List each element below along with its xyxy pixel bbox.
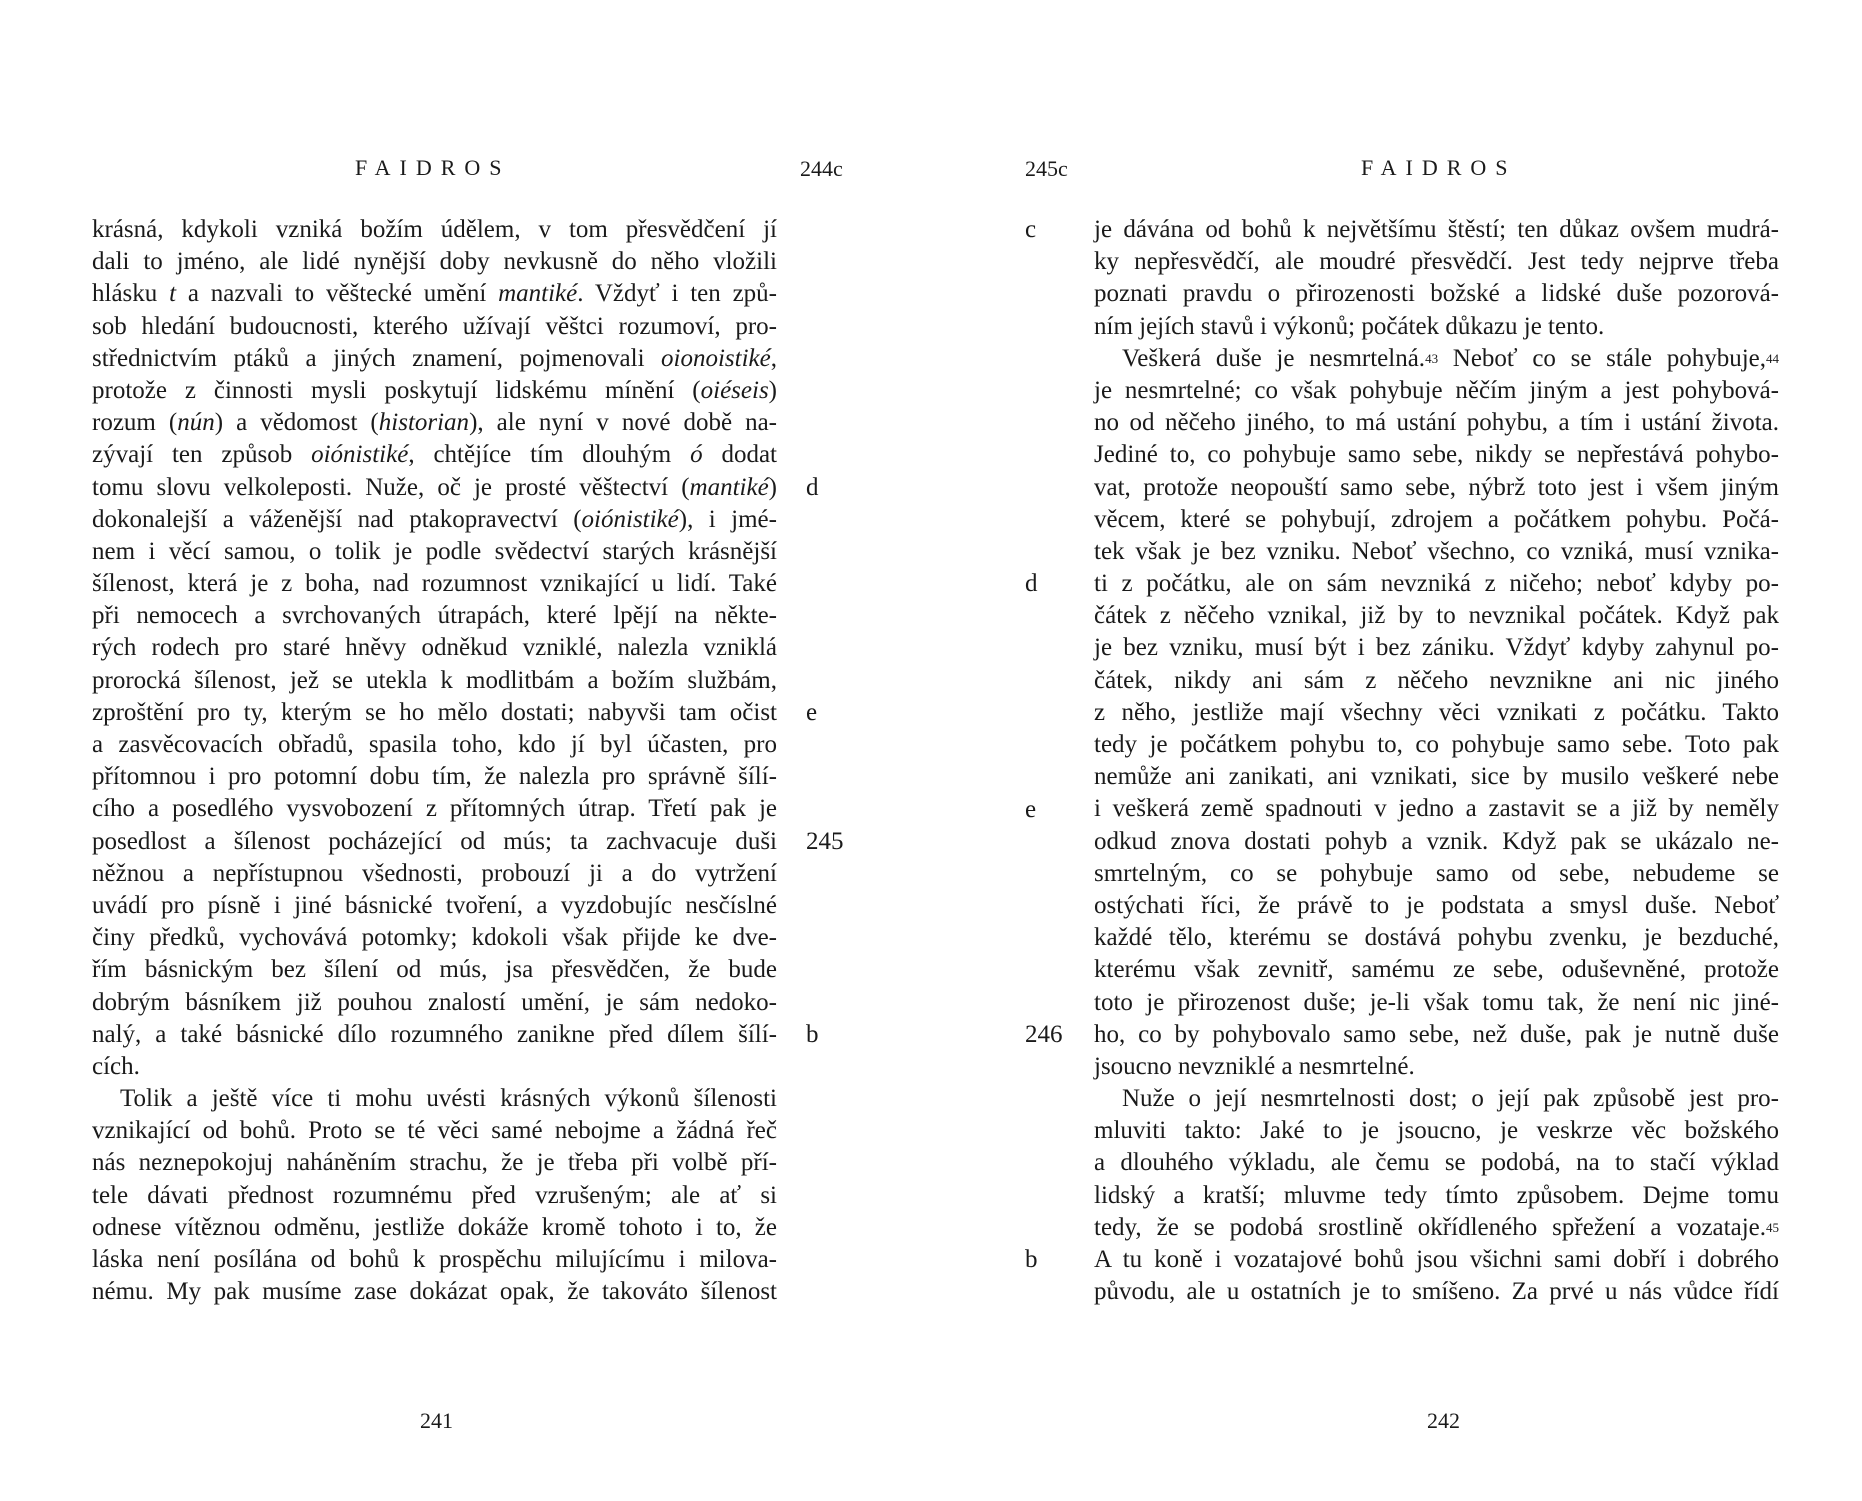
text-line: [92, 375, 777, 407]
text-line: [1094, 729, 1779, 761]
body-text: [92, 214, 777, 1308]
text-line: [92, 246, 777, 278]
text-segment: uvádí pro písně i jiné básnické tvoření, a vyzdobujíc nesčíslné: [92, 891, 777, 919]
text-line: [92, 858, 777, 890]
text-segment: něžnou a nepřístupnou všednosti, probouzí ji a do vytržení: [92, 859, 777, 887]
text-segment: je nesmrtelné; co však pohybuje něčím jiným a jest pohybová-: [1094, 376, 1779, 404]
text-segment: sob hledání budoucnosti, kterého užívají věštci rozumoví, pro-: [92, 312, 777, 340]
text-segment: tele dávati přednost rozumnému před vzrušeným; ale ať si: [92, 1181, 777, 1209]
text-line: [92, 439, 777, 471]
text-line: [92, 311, 777, 343]
text-line: [92, 632, 777, 664]
text-segment: ním jejích stavů i výkonů; počátek důkazu je tento.: [1094, 312, 1605, 340]
text-segment: dobrým básníkem již pouhou znalostí umění, je sám nedoko-: [92, 988, 777, 1016]
margin-section-mark: d: [1025, 570, 1038, 598]
text-segment: Jediné to, co pohybuje samo sebe, nikdy se nepřestává pohybo-: [1094, 441, 1779, 469]
text-segment: tedy je počátkem pohybu to, co pohybuje samo sebe. Toto pak: [1094, 731, 1779, 758]
text-line: [1094, 1019, 1779, 1051]
text-line: [1094, 536, 1779, 568]
text-segment: ostýchati říci, že právě to je podstata a smysl duše. Neboť: [1094, 891, 1779, 919]
text-segment: Neboť co se stále pohybuje,: [1438, 344, 1766, 372]
text-line: [1094, 214, 1779, 246]
text-segment: kterému však zevnitř, samému ze sebe, oduševněné, protože: [1094, 956, 1779, 984]
page-number: 241: [420, 1408, 453, 1433]
text-segment: zývají ten způsob: [92, 441, 312, 469]
text-segment: ho, co by pohybovalo samo sebe, než duše, pak je nutně duše: [1094, 1020, 1779, 1048]
text-segment: ti z počátku, ale on sám nevzniká z ničeho; neboť kdyby po-: [1094, 570, 1779, 598]
text-line: [1094, 858, 1779, 890]
text-segment: toto je přirozenost duše; je-li však tomu tak, že není nic jiné-: [1094, 988, 1779, 1016]
text-segment: a dlouhého výkladu, ale čemu se podobá, na to stačí výklad: [1094, 1149, 1779, 1177]
text-segment: protože z činnosti mysli poskytují lidskému mínění (: [92, 376, 701, 404]
text-line: [1094, 632, 1779, 664]
body-text: [1094, 214, 1779, 1308]
margin-section-mark: c: [1025, 216, 1037, 243]
text-segment: ), i jmé-: [678, 505, 777, 533]
text-line: [92, 1212, 777, 1244]
text-line: [92, 504, 777, 536]
text-line: [1094, 1212, 1779, 1244]
stephanus-number: 244c: [800, 156, 843, 181]
text-segment: šílenost, která je z boha, nad rozumnost vznikající u lidí. Také: [92, 570, 777, 598]
text-line: [1094, 311, 1779, 343]
text-line: [92, 407, 777, 439]
text-line: [92, 1147, 777, 1179]
text-line: [1094, 1244, 1779, 1276]
text-segment: střednictvím ptáků a jiných znamení, pojmenovali: [92, 344, 662, 372]
text-line: [1094, 793, 1779, 825]
text-line: [1094, 1051, 1779, 1083]
text-segment: je bez vzniku, musí být i bez zániku. Vždyť kdyby zahynul po-: [1094, 634, 1779, 662]
text-segment: řím básnickým bez šílení od mús, jsa přesvědčen, že bude: [92, 956, 777, 984]
text-segment: ky nepřesvědčí, ale moudré přesvědčí. Jest tedy nejprve třeba: [1094, 248, 1779, 276]
text-line: [1094, 246, 1779, 278]
text-line: [92, 697, 777, 729]
text-segment: tek však je bez vzniku. Neboť všechno, co vzniká, musí vznika-: [1094, 537, 1779, 565]
text-line: [1094, 439, 1779, 471]
text-line: [1094, 1083, 1779, 1115]
text-segment: hlásku: [92, 280, 170, 308]
footnote-ref: 44: [1766, 350, 1779, 366]
text-segment: nému. My pak musíme zase dokázat opak, že takováto šílenost: [92, 1278, 777, 1306]
page-number: 242: [1427, 1408, 1460, 1433]
text-segment: dodat: [702, 441, 778, 469]
greek-term: oionoistiké: [661, 344, 771, 372]
text-line: [92, 536, 777, 568]
margin-section-mark: 246: [1025, 1021, 1063, 1048]
text-line: [1094, 890, 1779, 922]
margin-section-mark: b: [1025, 1246, 1038, 1274]
text-segment: jsoucno nevzniklé a nesmrtelné.: [1094, 1052, 1415, 1080]
text-line: [92, 1051, 777, 1083]
text-segment: láska není posílána od bohů k prospěchu milujícímu i milova-: [92, 1246, 777, 1273]
text-segment: při nemocech a svrchovaných útrapách, které lpějí na někte-: [92, 602, 777, 630]
text-segment: prorocká šílenost, jež se utekla k modlitbám a božím službám,: [92, 666, 777, 694]
text-line: [1094, 600, 1779, 632]
text-line: [92, 600, 777, 632]
text-segment: vat, protože neopouští samo sebe, nýbrž toto jest i všem jiným: [1094, 473, 1779, 501]
text-line: [1094, 697, 1779, 729]
text-segment: každé tělo, kterému se dostává pohybu zvenku, je bezduché,: [1094, 924, 1779, 952]
text-line: [1094, 1115, 1779, 1147]
text-line: [92, 1244, 777, 1276]
text-line: [92, 793, 777, 825]
text-segment: zproštění pro ty, kterým se ho mělo dostati; nabyvši tam očist: [92, 698, 777, 726]
stephanus-number: 245c: [1025, 156, 1068, 181]
text-line: [92, 1019, 777, 1051]
text-segment: dali to jméno, ale lidé nynější doby nevkusně do něho vložili: [92, 248, 777, 276]
text-segment: odkud znova dostati pohyb a vznik. Když pak se ukázalo ne-: [1094, 827, 1779, 855]
margin-section-mark: 245: [806, 827, 844, 855]
text-line: [92, 729, 777, 761]
text-line: [92, 954, 777, 986]
text-segment: ): [768, 376, 777, 404]
text-segment: smrtelným, co se pohybuje samo od sebe, nebudeme se: [1094, 859, 1779, 887]
text-segment: rých rodech pro staré hněvy odněkud vzniklé, nalezla vzniklá: [92, 634, 777, 662]
text-segment: dokonalejší a váženější nad ptakopravectví (: [92, 505, 582, 533]
text-line: [1094, 343, 1779, 375]
text-segment: rozum (: [92, 409, 178, 437]
greek-term: historian: [378, 409, 470, 437]
text-segment: ): [768, 473, 777, 501]
text-line: [1094, 472, 1779, 504]
margin-section-mark: e: [1025, 795, 1037, 823]
greek-term: oiónistiké: [311, 441, 409, 469]
text-line: [92, 1083, 777, 1115]
text-line: [92, 1115, 777, 1147]
text-line: [1094, 1180, 1779, 1212]
text-line: [92, 665, 777, 697]
text-segment: . Vždyť i ten způ-: [577, 280, 777, 308]
margin-section-mark: d: [806, 473, 819, 501]
text-segment: i veškerá země spadnouti v jedno a zastavit se a již by neměly: [1094, 795, 1779, 823]
text-segment: Veškerá duše je nesmrtelná.: [1122, 344, 1426, 372]
text-segment: nemůže ani zanikati, ani vznikati, sice by musilo veškeré nebe: [1094, 763, 1779, 791]
text-line: [92, 761, 777, 793]
text-segment: z něho, jestliže mají všechny věci vznikati z počátku. Takto: [1094, 698, 1779, 726]
text-line: [1094, 504, 1779, 536]
text-line: [1094, 665, 1779, 697]
text-segment: nem i věcí samou, o tolik je podle svědectví starých krásnější: [92, 537, 777, 565]
text-line: [1094, 954, 1779, 986]
text-segment: čátek, nikdy ani sám z něčeho nevznikne ani nic jiného: [1094, 666, 1779, 694]
running-title: FAIDROS: [355, 155, 511, 180]
text-line: [1094, 922, 1779, 954]
greek-term: ó: [690, 441, 703, 469]
text-line: [92, 568, 777, 600]
text-line: [1094, 278, 1779, 310]
text-segment: věcem, které se pohybují, zdrojem a počátkem pohybu. Počá-: [1094, 505, 1779, 533]
greek-term: mantiké: [689, 473, 769, 501]
text-line: [1094, 375, 1779, 407]
text-segment: nás neznepokojuj naháněním strachu, že je třeba při volbě pří-: [92, 1149, 777, 1177]
text-line: [92, 922, 777, 954]
text-line: [1094, 568, 1779, 600]
text-segment: ) a vědomost (: [214, 409, 379, 437]
text-segment: nalý, a také básnické dílo rozumného zanikne před dílem šílí-: [92, 1020, 777, 1048]
text-segment: cích.: [92, 1052, 140, 1080]
text-segment: no od něčeho jiného, to má ustání pohybu, a tím i ustání života.: [1094, 409, 1779, 437]
text-segment: odnese vítěznou odměnu, jestliže dokáže kromě tohoto i to, že: [92, 1213, 777, 1241]
text-line: [92, 1276, 777, 1308]
text-segment: ,: [770, 344, 777, 372]
text-segment: je dávána od bohů k největšímu štěstí; ten důkaz ovšem mudrá-: [1094, 216, 1779, 243]
text-segment: přítomnou i pro potomní dobu tím, že nalezla pro správně šílí-: [92, 763, 777, 791]
text-segment: vznikající od bohů. Proto se té věci samé nebojme a žádná řeč: [92, 1117, 777, 1145]
greek-term: mantiké: [498, 280, 578, 308]
text-segment: čátek z něčeho vznikal, již by to nevznikal počátek. Když pak: [1094, 602, 1779, 630]
text-line: [92, 890, 777, 922]
text-line: [92, 472, 777, 504]
text-segment: mluviti takto: Jaké to je jsoucno, je veskrze věc božského: [1094, 1117, 1779, 1145]
text-segment: Tolik a ještě více ti mohu uvésti krásných výkonů šílenosti: [120, 1085, 777, 1113]
greek-term: oiéseis: [700, 376, 769, 404]
footnote-ref: 45: [1766, 1219, 1779, 1235]
text-line: [92, 826, 777, 858]
right-page: [931, 0, 1862, 1501]
text-segment: cího a posedlého vysvobození z přítomných útrap. Třetí pak je: [92, 795, 777, 823]
text-segment: Nuže o její nesmrtelnosti dost; o její pak způsobě jest pro-: [1122, 1085, 1779, 1113]
text-line: [92, 278, 777, 310]
text-segment: krásná, kdykoli vzniká božím údělem, v tom přesvědčení jí: [92, 216, 777, 243]
text-line: [92, 343, 777, 375]
running-title: FAIDROS: [1361, 155, 1517, 180]
text-line: [1094, 1147, 1779, 1179]
text-line: [1094, 1276, 1779, 1308]
greek-term: nún: [177, 409, 215, 437]
text-line: [92, 214, 777, 246]
text-line: [1094, 761, 1779, 793]
text-segment: A tu koně i vozatajové bohů jsou všichni sami dobří i dobrého: [1094, 1246, 1779, 1273]
text-line: [92, 1180, 777, 1212]
margin-section-mark: e: [806, 699, 818, 726]
text-segment: tedy, že se podobá srostlině okřídleného spřežení a vozataje.: [1094, 1213, 1766, 1241]
text-segment: a zasvěcovacích obřadů, spasila toho, kdo jí byl účasten, pro: [92, 731, 777, 758]
text-segment: původu, ale u ostatních je to smíšeno. Za prvé u nás vůdce řídí: [1094, 1278, 1779, 1306]
text-segment: poznati pravdu o přirozenosti božské a lidské duše pozorová-: [1094, 280, 1779, 308]
text-segment: lidský a kratší; mluvme tedy tímto způsobem. Dejme tomu: [1094, 1181, 1779, 1209]
text-segment: ), ale nyní v nové době na-: [469, 409, 777, 437]
text-line: [1094, 987, 1779, 1019]
margin-section-mark: b: [806, 1021, 819, 1048]
footnote-ref: 43: [1425, 350, 1439, 366]
text-segment: a nazvali to věštecké umění: [176, 280, 499, 308]
greek-term: oiónistiké: [581, 505, 679, 533]
greek-term: t: [169, 280, 177, 308]
text-segment: , chtějíce tím dlouhým: [408, 441, 691, 469]
text-line: [1094, 826, 1779, 858]
text-segment: tomu slovu velkoleposti. Nuže, oč je prosté věštectví (: [92, 473, 690, 501]
text-segment: posedlost a šílenost pocházející od mús; ta zachvacuje duši: [92, 827, 777, 855]
text-segment: činy předků, vychovává potomky; kdokoli však přijde ke dve-: [92, 924, 777, 952]
text-line: [92, 987, 777, 1019]
text-line: [1094, 407, 1779, 439]
